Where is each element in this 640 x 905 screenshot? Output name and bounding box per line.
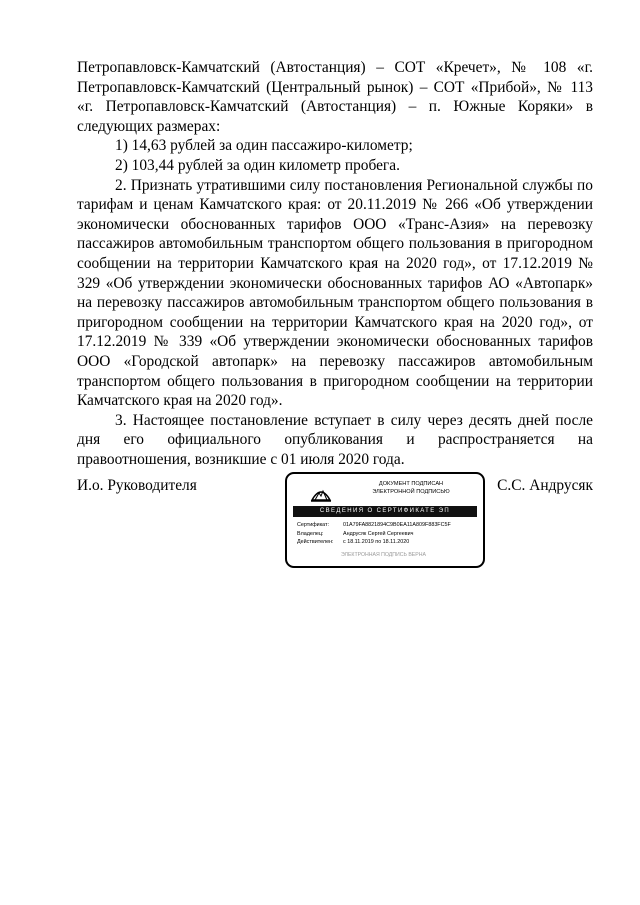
stamp-row-owner xyxy=(297,530,477,539)
paragraph-clause-3: 3. Настоящее постановление вступает в силу через десять дней после дня его официального опубликования и распространяется на правоотношения, возникшие с 01 июля 2020 года. xyxy=(77,411,593,468)
stamp-row-key: Сертификат: xyxy=(297,522,330,528)
stamp-row-key: Владелец: xyxy=(297,530,324,537)
paragraph-clause-2: 2. Признать утратившими силу постановления Региональной службы по тарифам и ценам Камчатского края: от 20.11.2019 № 266 «Об утверждении экономически обоснованных тарифов ООО «Транс-Азия» на перевозку пассажиров автомобильным транспортом общего пользования в пригородном сообщении на территории Камчатского края на 2020 год», от 17.12.2019 № 329 «Об утверждении экономически обоснованных тарифов АО «Автопарк» на перевозку пассажиров автомобильным транспортом общего пользования в пригородном сообщении на территории Камчатского края на 2020 год», от 17.12.2019 № 339 «Об утверждении экономически обоснованных тарифов ООО «Городской автопарк» на перевозку пассажиров автомобильным транспортом общего пользования в пригородном сообщении на территории Камчатского края на 2020 год». xyxy=(77,176,593,410)
signer-name: С.С. Андрусяк xyxy=(497,477,593,494)
paragraph-item-1: 1) 14,63 рублей за один пассажиро-километр; xyxy=(115,137,413,155)
coat-of-arms-icon xyxy=(309,480,333,504)
signer-position: И.о. Руководителя xyxy=(77,477,197,494)
stamp-header-line-2: ЭЛЕКТРОННОЙ ПОДПИСЬЮ xyxy=(372,489,450,495)
stamp-row-value: Андрусяк Сергей Сергеевич xyxy=(343,530,414,537)
stamp-header xyxy=(347,480,475,496)
stamp-certificate-details xyxy=(297,521,477,547)
document-body xyxy=(77,58,593,469)
stamp-row-validity xyxy=(297,538,477,547)
stamp-row-value: 01A79FA8821894C9B0EA11A809F883FC5F xyxy=(343,522,451,528)
stamp-certificate-bar: СВЕДЕНИЯ О СЕРТИФИКАТЕ ЭП xyxy=(293,506,477,517)
stamp-row-key: Действителен: xyxy=(297,539,334,546)
stamp-footer: ЭЛЕКТРОННАЯ ПОДПИСЬ ВЕРНА xyxy=(341,552,426,558)
e-signature-stamp xyxy=(285,472,485,568)
paragraph-item-2: 2) 103,44 рублей за один километр пробега. xyxy=(115,156,400,174)
stamp-row-value: с 18.11.2019 по 18.11.2020 xyxy=(343,539,410,546)
stamp-row-certificate xyxy=(297,521,477,530)
stamp-header-line-1: ДОКУМЕНТ ПОДПИСАН xyxy=(378,481,444,487)
paragraph-continuation: Петропавловск-Камчатский (Автостанция) – СОТ «Кречет», № 108 «г. Петропавловск-Камчатский (Центральный рынок) – СОТ «Прибой», № 113 «г. Петропавловск-Камчатский (Автостанция) – п. Южные Коряки» в следующих размерах: xyxy=(77,59,593,135)
